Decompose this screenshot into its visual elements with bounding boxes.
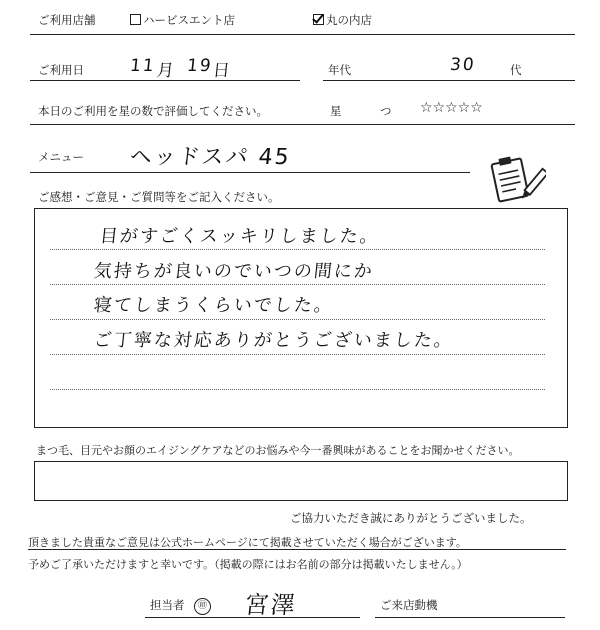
rating-star-label: 星 [330, 104, 342, 118]
seal-mark: ㊞ [194, 593, 211, 615]
rating-prompt: 本日のご利用を星の数で評価してください。 [38, 104, 268, 118]
feedback-line-3: 寝てしまうくらいでした。 [92, 295, 335, 316]
rating-stars[interactable]: ☆☆☆☆☆ [420, 100, 483, 116]
feedback-line-1: 目がすごくスッキリしました。 [98, 226, 381, 247]
feedback-rule [50, 389, 545, 390]
motive-line [375, 617, 565, 618]
checkbox-harbis[interactable] [130, 14, 141, 25]
thanks-text: ご協力いただき誠にありがとうございました。 [290, 511, 532, 525]
menu-label: メニュー [38, 150, 84, 164]
checkbox-marunouchi[interactable] [313, 14, 324, 25]
store-option-harbis[interactable] [130, 12, 235, 28]
age-label: 年代 [328, 63, 351, 77]
store-option-marunouchi[interactable] [313, 12, 372, 28]
feedback-rule [50, 284, 545, 285]
store-option-harbis-label: ハービスエント店 [143, 13, 235, 27]
age-value[interactable]: 30 [448, 55, 477, 75]
feedback-line-2: 気持ちが良いのでいつの間にか [92, 261, 375, 282]
row-line [30, 80, 300, 81]
date-month-unit: 月 [155, 61, 177, 81]
staff-label: 担当者 [150, 598, 185, 612]
row-line [323, 80, 575, 81]
clipboard-pencil-icon [490, 152, 546, 206]
row-line [30, 124, 575, 125]
feedback-label: ご感想・ご意見・ご質問等をご記入ください。 [38, 190, 280, 204]
feedback-rule [50, 249, 545, 250]
feedback-rule [50, 319, 545, 320]
menu-value[interactable]: ヘッドスパ 45 [128, 145, 292, 170]
question-box[interactable] [34, 461, 568, 501]
motive-label: ご来店動機 [380, 598, 438, 612]
staff-signature[interactable]: 宮澤 [243, 591, 299, 619]
date-day-unit: 日 [211, 61, 233, 81]
store-label: ご利用店舗 [38, 13, 96, 27]
row-line [30, 34, 575, 35]
age-unit: 代 [510, 63, 522, 77]
notice-underline [28, 549, 566, 550]
question-label: まつ毛、目元やお顔のエイジングケアなどのお悩みや今一番興味があることをお聞かせください。 [36, 444, 520, 457]
staff-line [145, 617, 360, 618]
store-option-marunouchi-label: 丸の内店 [326, 13, 372, 27]
row-line [30, 172, 470, 173]
feedback-line-4: ご丁寧な対応ありがとうございました。 [92, 330, 455, 351]
notice-line-2: 予めご了承いただけますと幸いです。（掲載の際にはお名前の部分は掲載いたしません。） [28, 558, 468, 571]
date-day[interactable]: 19 [185, 56, 214, 76]
feedback-rule [50, 354, 545, 355]
date-month[interactable]: 11 [128, 56, 157, 76]
notice-line-1: 頂きました貴重なご意見は公式ホームページにて掲載させていただく場合がございます。 [28, 536, 467, 549]
date-label: ご利用日 [38, 63, 84, 77]
rating-count-label: つ [380, 104, 392, 118]
